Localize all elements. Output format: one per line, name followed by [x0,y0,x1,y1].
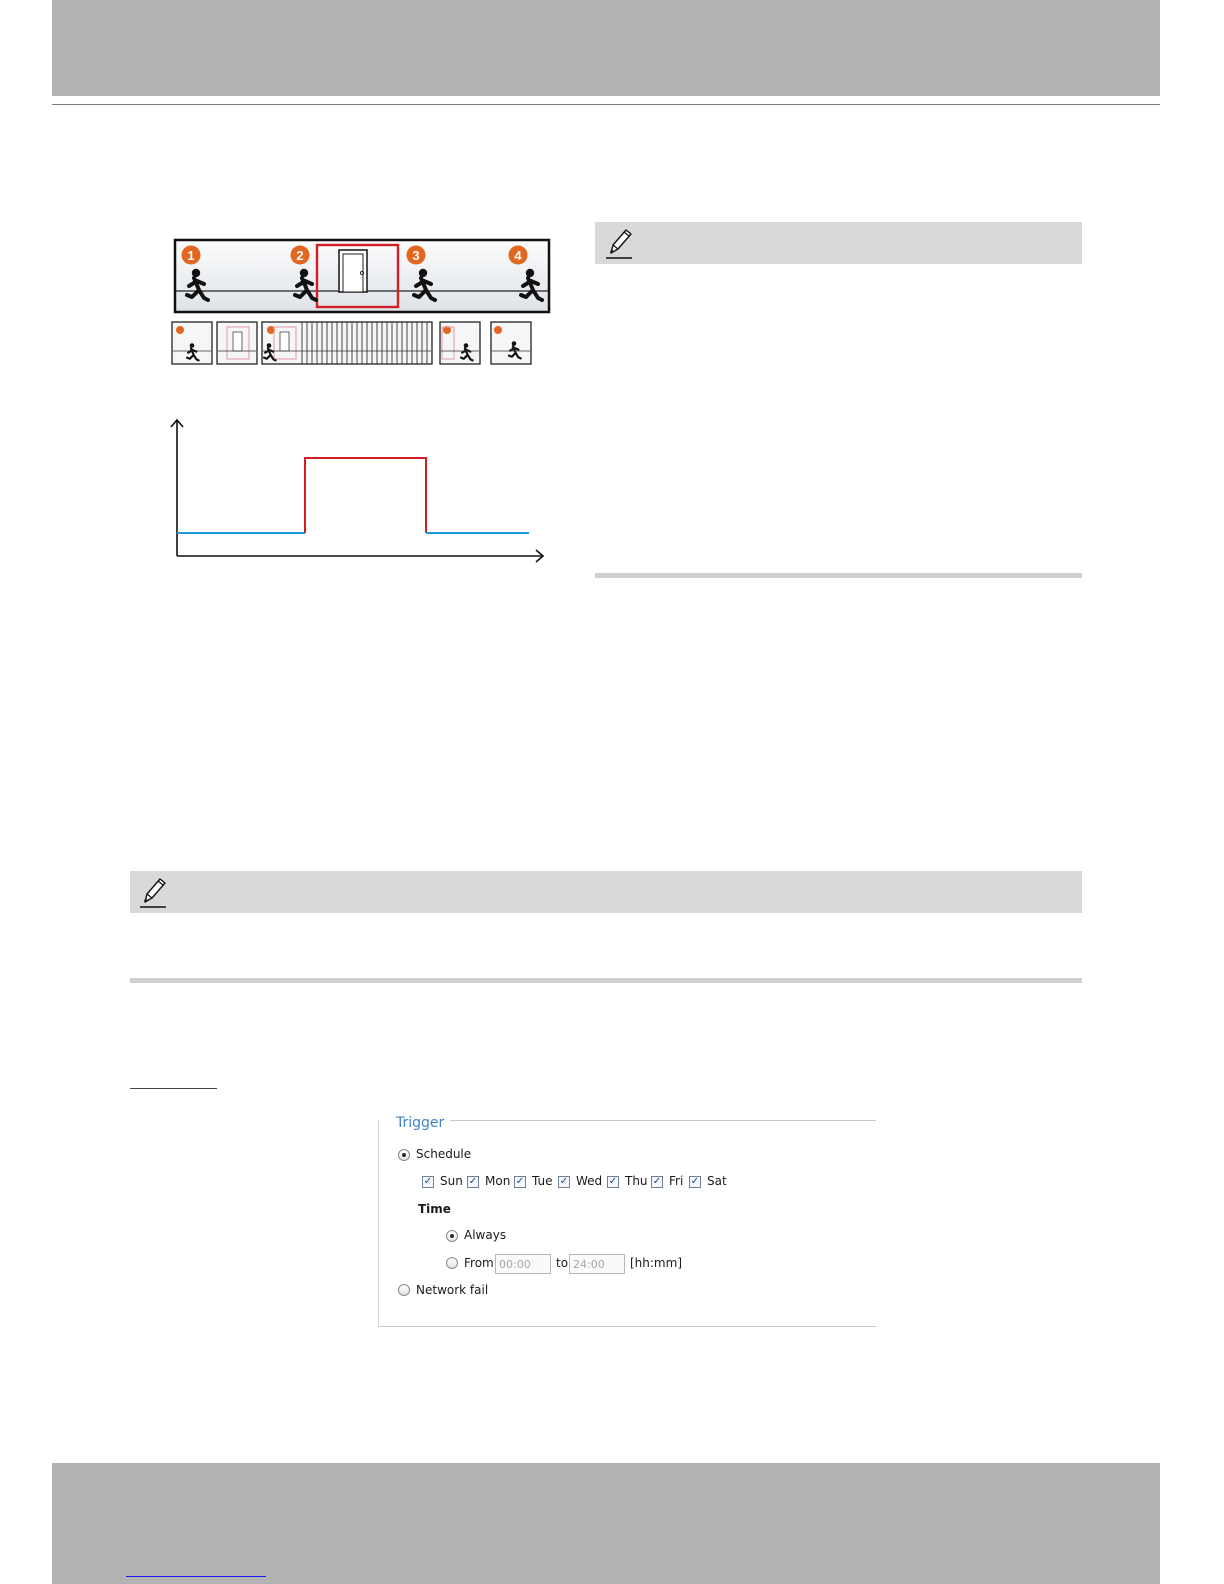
to-label: to [556,1256,569,1270]
page-header-band [52,0,1160,96]
note-header-bar-wide [130,871,1082,913]
time-format-hint: [hh:mm] [630,1256,682,1270]
signal-high-pulse [305,458,426,533]
badge-3-icon [407,246,426,265]
note-bottom-rule-wide [130,978,1082,983]
schedule-label: Schedule [416,1147,472,1161]
pencil-icon [604,226,634,260]
footer-link-underline[interactable] [126,1576,266,1577]
svg-text:2: 2 [296,248,304,263]
trigger-fieldset-left-border [378,1120,379,1326]
day-label-sun: Sun [440,1174,463,1188]
page-footer-band [52,1463,1160,1584]
from-radio[interactable] [446,1257,458,1269]
svg-text:4: 4 [514,248,522,263]
day-label-mon: Mon [485,1174,511,1188]
badge-2-icon [291,246,310,265]
day-label-tue: Tue [532,1174,553,1188]
tripwire-scene-illustration [170,236,554,368]
svg-text:3: 3 [412,248,420,263]
always-radio[interactable] [446,1230,458,1242]
day-checkbox-wed[interactable]: ✓ [559,1176,569,1187]
frame-thumbnails [172,322,531,364]
note-header-bar [595,222,1082,264]
trigger-legend: Trigger [396,1115,445,1131]
network-fail-radio[interactable] [398,1284,410,1296]
day-checkbox-sat[interactable]: ✓ [690,1176,700,1187]
trigger-fieldset-bottom-border [378,1326,876,1327]
pencil-icon [138,875,168,909]
day-checkbox-tue[interactable]: ✓ [515,1176,525,1187]
day-checkbox-sun[interactable]: ✓ [423,1176,433,1187]
badge-1-icon [182,246,201,265]
day-label-wed: Wed [576,1174,603,1188]
to-time-input[interactable]: 24:00 [569,1254,625,1274]
network-fail-label: Network fail [416,1283,489,1297]
day-label-sat: Sat [707,1174,727,1188]
trigger-signal-diagram [166,414,552,566]
schedule-radio[interactable] [398,1149,410,1161]
header-divider [52,104,1160,105]
from-label: From [464,1256,494,1270]
day-checkbox-mon[interactable]: ✓ [468,1176,478,1187]
section-heading-underline [130,1088,217,1089]
badge-4-icon [509,246,528,265]
from-time-input[interactable]: 00:00 [495,1254,551,1274]
day-checkbox-thu[interactable]: ✓ [608,1176,618,1187]
trigger-fieldset-top-border [450,1120,876,1121]
always-label: Always [464,1228,507,1242]
day-label-fri: Fri [669,1174,684,1188]
day-checkbox-fri[interactable]: ✓ [652,1176,662,1187]
svg-text:1: 1 [187,248,195,263]
time-heading: Time [418,1202,451,1216]
day-label-thu: Thu [625,1174,648,1188]
note-bottom-rule [595,573,1082,578]
